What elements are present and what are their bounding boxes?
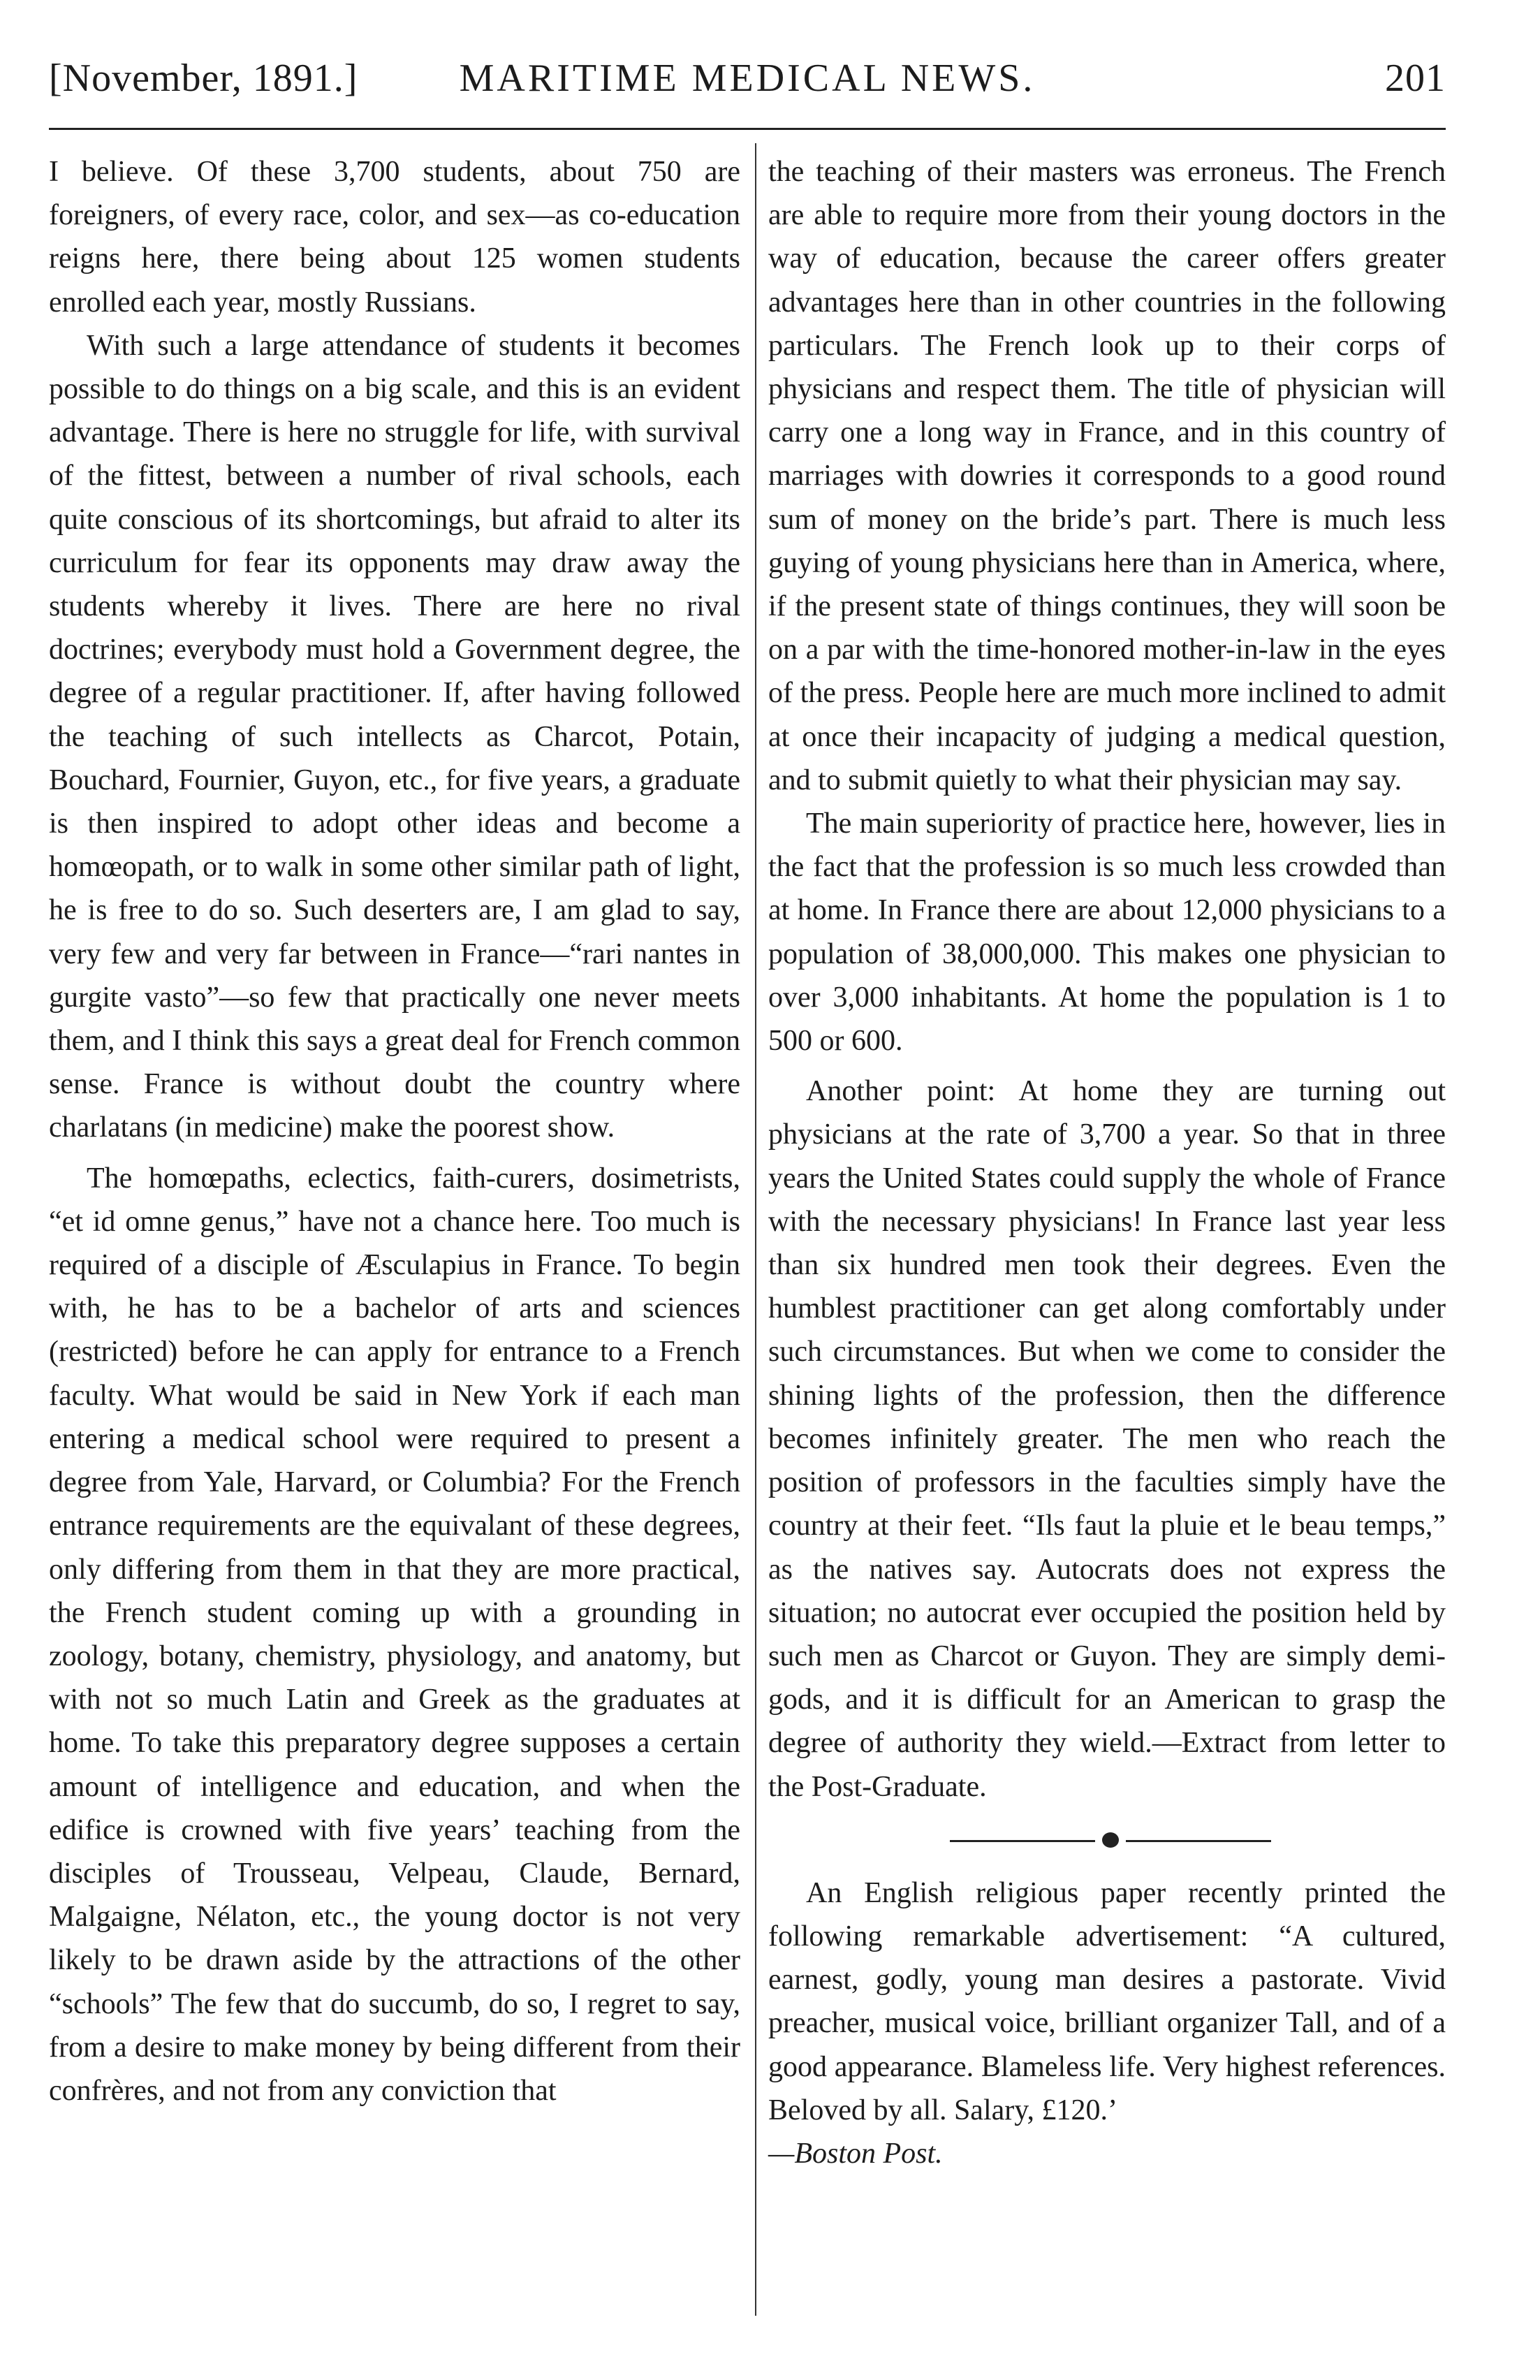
issue-date: [November, 1891.] <box>49 57 358 100</box>
right-column <box>768 150 1446 2175</box>
ornament-icon <box>1095 1828 1126 1852</box>
paragraph: An English religious paper recently printed the following remarkable advertisement: “A cultured, earnest, godly, young man desires a pastorate. Vivid preacher, musical voice, brilliant organizer Tall, and of a good appearance. Blameless life. Very highest references. Beloved by all. Salary, £120.’ <box>768 1876 1446 2126</box>
page-number: 201 <box>1385 57 1446 100</box>
running-header <box>49 56 1446 112</box>
paragraph: the teaching of their masters was erroneus. The French are able to require more from their young doctors in the way of education, because the career offers greater advantages here than in other countries in the following particulars. The French look up to their corps of physicians and respect them. The title of physician will carry one a long way in France, and in this country of marriages with dowries it corresponds to a good round sum of money on the bride’s part. There is much less guying of young physicians here than in America, where, if the present state of things continues, they will soon be on a par with the time-honored mother-in-law in the eyes of the press. People here are much more inclined to admit at once their incapacity of judging a medical question, and to submit quietly to what their physician may say. <box>768 156 1446 796</box>
paragraph: The main superiority of practice here, however, lies in the fact that the profession is so much less crowded than at home. In France there are about 12,000 physicians to a population of 38,000,000. This makes one physician to over 3,000 inhabitants. At home the population is 1 to 500 or 600. <box>768 808 1446 1058</box>
paragraph: Another point: At home they are turning out physicians at the rate of 3,700 a year. So that in three years the United States could supply the whole of France with the necessary physicians! In France last year less than six hundred men took their degrees. Even the humblest practitioner can get along comfortably under such circumstances. But when we come to consider the shining lights of the profession, then the difference becomes infinitely greater. The men who reach the position of professors in the faculties simply have the country at their feet. “Ils faut la pluie et le beau temps,” as the natives say. Autocrats does not express the situation; no autocrat ever occupied the position held by such men as Charcot or Guyon. They are simply demi-gods, and it is difficult for an American to grasp the degree of authority they wield.—Extract from letter to the Post-Graduate. <box>768 1075 1446 1803</box>
paragraph-gap <box>49 1150 740 1157</box>
column-divider <box>755 143 756 2316</box>
journal-title: MARITIME MEDICAL NEWS. <box>459 57 1036 100</box>
source-attribution: —Boston Post. <box>768 2137 943 2170</box>
paragraph-gap <box>768 1063 1446 1069</box>
left-column <box>49 150 740 2112</box>
paragraph: With such a large attendance of students it becomes possible to do things on a big scale, and this is an evident advantage. There is here no struggle for life, with survival of the fittest, between a number of rival schools, each quite conscious of its shortcomings, but afraid to alter its curriculum for fear its opponents may draw away the students whereby it lives. There are here no rival doctrines; everybody must hold a Government degree, the degree of a regular practitioner. If, after having followed the teaching of such intellects as Charcot, Potain, Bouchard, Fournier, Guyon, etc., for five years, a graduate is then inspired to adopt other ideas and become a homœopath, or to walk in some other similar path of light, he is free to do so. Such deserters are, I am glad to say, very few and very far between in France—“rari nantes in gurgite vasto”—so few that practically one never meets them, and I think this says a great deal for French common sense. France is without doubt the country where charlatans (in medicine) make the poorest show. <box>49 329 740 1144</box>
header-rule <box>49 128 1446 130</box>
paragraph: The homœpaths, eclectics, faith-curers, dosimetrists, “et id omne genus,” have not a chance here. Too much is required of a disciple of Æsculapius in France. To begin with, he has to be a bachelor of arts and sciences (restricted) before he can apply for entrance to a French faculty. What would be said in New York if each man entering a medical school were required to present a degree from Yale, Harvard, or Columbia? For the French entrance requirements are the equivalant of these degrees, only differing from them in that they are more practical, the French student coming up with a grounding in zoology, botany, chemistry, physiology, and anatomy, but with not so much Latin and Greek as the graduates at home. To take this preparatory degree supposes a certain amount of intelligence and education, and when the edifice is crowned with five years’ teaching from the disciples of Trousseau, Velpeau, Claude, Bernard, Malgaigne, Nélaton, etc., the young doctor is not very likely to be drawn aside by the attractions of the other “schools” The few that do succumb, do so, I regret to say, from a desire to make money by being different from their confrères, and not from any conviction that <box>49 1162 740 2107</box>
section-divider-ornament <box>768 1809 1446 1871</box>
paragraph: I believe. Of these 3,700 students, about 750 are foreigners, of every race, color, and sex—as co-education reigns here, there being about 125 women students enrolled each year, mostly Russians. <box>49 156 740 319</box>
